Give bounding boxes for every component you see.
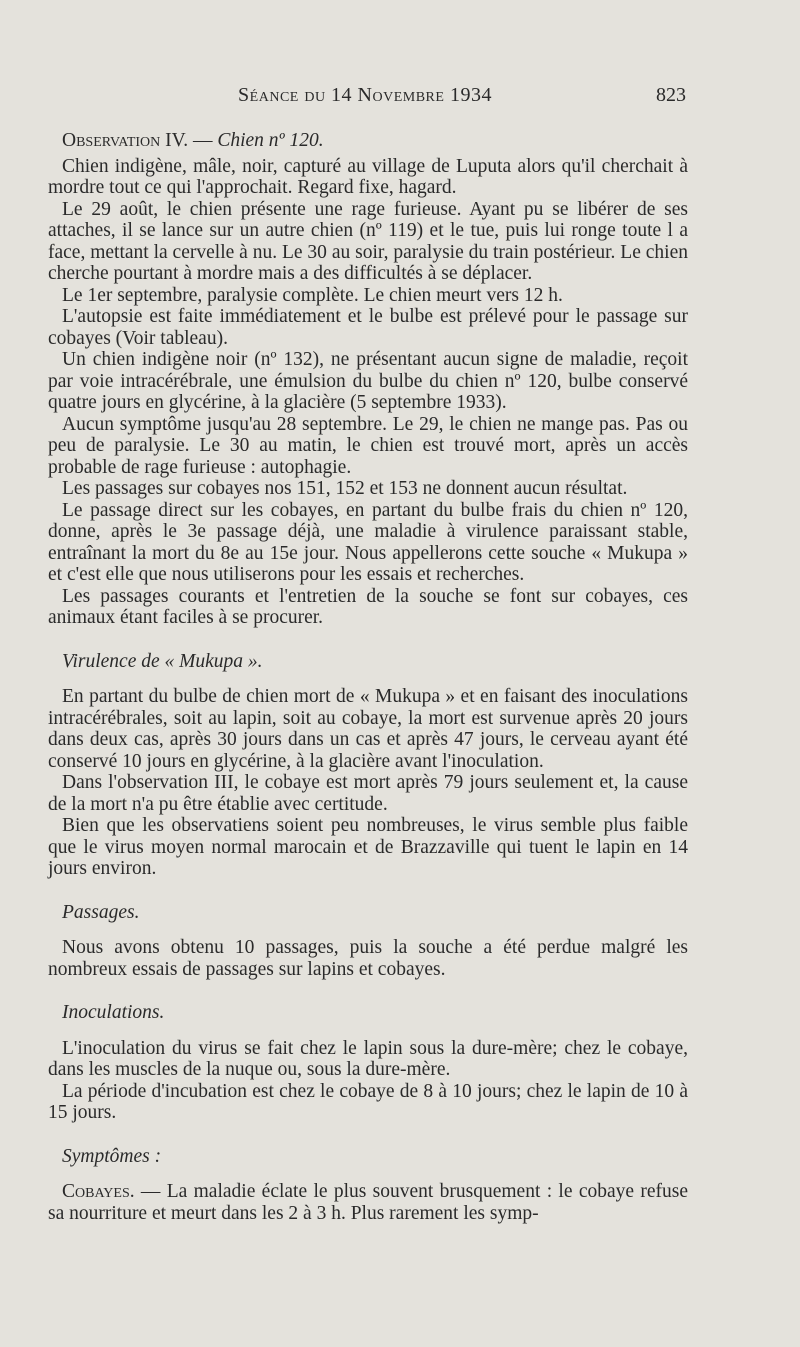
paragraph: L'inoculation du virus se fait chez le lapin sous la dure-mère; chez le cobaye, dans les muscles de la nuque ou, sous la dure-mère. <box>48 1037 688 1080</box>
paragraph: Aucun symptôme jusqu'au 28 septembre. Le 29, le chien ne mange pas. Pas ou peu de paralysie. Le 30 au matin, le chien est trouvé mort, après un accès probable de rage furieuse : autophagie. <box>48 413 688 478</box>
section-heading-virulence: Virulence de « Mukupa ». <box>62 650 263 672</box>
cobayes-text: La maladie éclate le plus souvent brusquement : le cobaye refuse sa nourriture et meurt dans les 2 à 3 h. Plus rarement les symp- <box>48 1181 688 1224</box>
paragraph: Bien que les observatiens soient peu nombreuses, le virus semble plus faible que le virus moyen normal marocain et de Brazzaville qui tuent le lapin en 14 jours environ. <box>48 815 688 879</box>
observation-subject: Chien nº 120. <box>217 130 324 151</box>
page-header <box>0 84 800 114</box>
paragraph: Le 1er septembre, paralysie complète. Le chien meurt vers 12 h. <box>62 284 563 306</box>
section-heading-symptomes: Symptômes : <box>62 1145 162 1167</box>
paragraph: Nous avons obtenu 10 passages, puis la souche a été perdue malgré les nombreux essais de passages sur lapins et cobayes. <box>48 937 688 980</box>
paragraph: L'autopsie est faite immédiatement et le bulbe est prélevé pour le passage sur cobayes (Voir tableau). <box>48 306 688 349</box>
paragraph-cobayes <box>48 1181 688 1224</box>
paragraph: Les passages sur cobayes nos 151, 152 et 153 ne donnent aucun résultat. <box>62 478 628 499</box>
paragraph: En partant du bulbe de chien mort de « Mukupa » et en faisant des inoculations intracérébrales, soit au lapin, soit au cobaye, la mort est survenue après 20 jours dans deux cas, après 30 jours dans un cas et après 47 jours, le cerveau ayant été conservé 10 jours en glycérine, à la glacière avant l'inoculation. <box>48 686 688 772</box>
paragraph: Le passage direct sur les cobayes, en partant du bulbe frais du chien nº 120, donne, après le 3e passage déjà, une maladie à virulence paraissant stable, entraînant la mort du 8e au 15e jour. Nous appellerons cette souche « Mukupa » et c'est elle que nous utiliserons pour les essais et recherches. <box>48 499 688 585</box>
cobayes-label: Cobayes. <box>62 1181 135 1202</box>
page-body <box>48 130 688 1224</box>
section-heading-inoculations: Inoculations. <box>62 1002 165 1023</box>
observation-dash: — <box>188 130 218 151</box>
cobayes-dash: — <box>134 1181 167 1202</box>
observation-label: Observation IV. <box>62 130 189 151</box>
paragraph: Dans l'observation III, le cobaye est mort après 79 jours seulement et, la cause de la mort n'a pu être établie avec certitude. <box>48 772 688 815</box>
running-title: Séance du 14 Novembre 1934 <box>238 84 492 106</box>
paragraph: Un chien indigène noir (nº 132), ne présentant aucun signe de maladie, reçoit par voie intracérébrale, une émulsion du bulbe du chien nº 120, bulbe conservé quatre jours en glycérine, à la glacière (5 septembre 1933). <box>48 349 688 413</box>
observation-title <box>48 130 688 152</box>
paragraph: Les passages courants et l'entretien de la souche se font sur cobayes, ces animaux étant faciles à se procurer. <box>48 585 688 628</box>
paragraph: La période d'incubation est chez le cobaye de 8 à 10 jours; chez le lapin de 10 à 15 jours. <box>48 1080 688 1123</box>
paragraph: Chien indigène, mâle, noir, capturé au village de Luputa alors qu'il cherchait à mordre tout ce qui l'approchait. Regard fixe, hagard. <box>48 155 688 198</box>
paragraph: Le 29 août, le chien présente une rage furieuse. Ayant pu se libérer de ses attaches, il se lance sur un autre chien (nº 119) et le tue, puis lui ronge toute l a face, mettant la cervelle à nu. Le 30 au soir, paralysie du train postérieur. Le chien cherche pourtant à mordre mais a des difficultés à se déplacer. <box>48 198 688 284</box>
section-heading-passages: Passages. <box>62 901 140 923</box>
page-number: 823 <box>656 84 686 106</box>
